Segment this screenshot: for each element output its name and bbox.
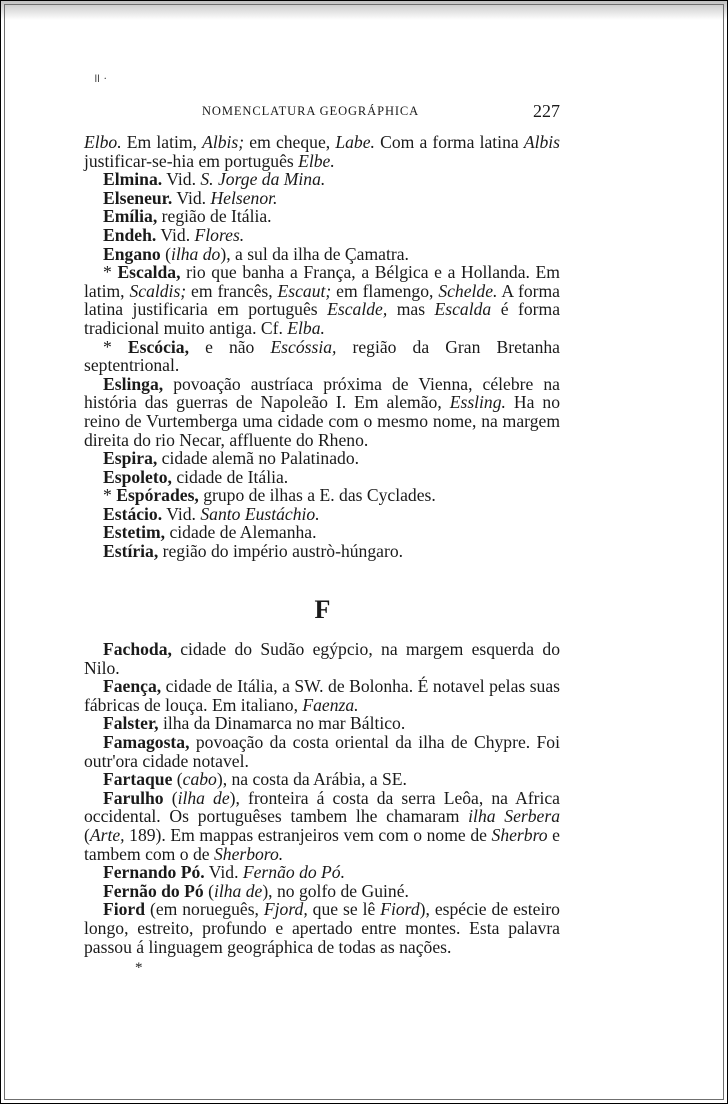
page-header bbox=[84, 101, 560, 121]
entry-text: Vid. bbox=[162, 503, 201, 524]
entry-italic-text: ilha de bbox=[177, 787, 230, 808]
entry-text: ), a sul da ilha de Çamatra. bbox=[220, 243, 409, 264]
entry-italic-text: Escalda bbox=[434, 299, 492, 320]
entry-term: Emília, bbox=[103, 206, 158, 227]
dictionary-entry bbox=[84, 189, 560, 208]
dictionary-entry bbox=[84, 505, 560, 524]
entry-text: em cheque, bbox=[244, 132, 336, 152]
entry-text: ), espécie de esteiro longo, estreito, profundo e apertado entre montes. Esta palavra passou á linguagem geográphica de todas as nações. bbox=[84, 899, 560, 957]
dictionary-entry bbox=[84, 338, 560, 375]
entry-text: e tambem com o de bbox=[84, 824, 560, 864]
entry-text: Em latim, bbox=[121, 132, 203, 152]
entry-term: Estíria, bbox=[103, 541, 159, 562]
asterisk-mark: * bbox=[103, 485, 117, 506]
entry-text: Vid. bbox=[156, 224, 195, 245]
asterisk-mark: * bbox=[103, 336, 128, 357]
entry-term: Espórades, bbox=[116, 485, 199, 506]
entry-italic-text: ilha Serbera bbox=[468, 806, 560, 827]
running-title: NOMENCLATURA GEOGRÁPHICA bbox=[202, 104, 420, 118]
entry-text: em francês, bbox=[186, 280, 278, 301]
entry-term: Estetim, bbox=[103, 522, 166, 543]
entry-italic-text: ilha de bbox=[213, 880, 263, 901]
entry-text: cidade de Itália. bbox=[171, 466, 289, 487]
entry-italic-text: Schelde. bbox=[438, 280, 498, 301]
entry-italic-text: Labe. bbox=[335, 132, 375, 152]
entry-term: Elmina. bbox=[103, 169, 163, 190]
entry-italic-text: Escaut; bbox=[277, 280, 332, 301]
entry-italic-text: Albis; bbox=[202, 132, 245, 152]
entry-italic-text: Fjord, bbox=[263, 899, 308, 920]
entry-term: Estácio. bbox=[103, 503, 163, 524]
entry-italic-text: Scaldis; bbox=[129, 280, 187, 301]
entry-text: cidade do Sudão egýpcio, na margem esquerda do Nilo. bbox=[84, 639, 560, 678]
entry-italic-text: Fernão do Pó. bbox=[242, 862, 346, 883]
entries-e bbox=[84, 133, 560, 561]
dictionary-entry bbox=[84, 207, 560, 226]
dictionary-entry bbox=[84, 640, 560, 677]
entry-text: região da Gran Bretanha septentrional. bbox=[84, 336, 560, 376]
entry-italic-text: ilha do bbox=[170, 243, 221, 264]
entry-term: Fartaque bbox=[103, 769, 173, 790]
dictionary-entry bbox=[84, 863, 560, 882]
entry-italic-text: Arte, bbox=[89, 824, 125, 845]
entry-text: ( bbox=[84, 824, 90, 845]
dictionary-entry bbox=[84, 375, 560, 449]
entry-text: grupo de ilhas a E. das Cyclades. bbox=[198, 485, 436, 506]
dictionary-entry bbox=[84, 468, 560, 487]
dictionary-entry bbox=[84, 170, 560, 189]
footer-mark: * bbox=[135, 960, 143, 976]
entry-italic-text: Escalde, bbox=[327, 299, 388, 320]
dictionary-entry bbox=[84, 714, 560, 733]
dictionary-entry bbox=[84, 882, 560, 901]
entry-text: mas bbox=[387, 299, 435, 320]
entry-italic-text: Escóssia, bbox=[270, 336, 337, 357]
page-number: 227 bbox=[533, 101, 560, 121]
entry-text: ), na costa da Arábia, a SE. bbox=[216, 769, 407, 790]
entry-text: ( bbox=[172, 769, 183, 790]
entry-text: Vid. bbox=[162, 169, 201, 190]
dictionary-entry bbox=[84, 733, 560, 770]
dictionary-entry bbox=[84, 245, 560, 264]
dictionary-entry bbox=[84, 226, 560, 245]
dictionary-entry bbox=[84, 263, 560, 337]
dictionary-entry bbox=[84, 486, 560, 505]
entry-italic-text: Albis bbox=[523, 132, 560, 152]
entry-term: Faença, bbox=[103, 676, 162, 697]
entry-term: Endeh. bbox=[103, 224, 157, 245]
entry-term: Fachoda, bbox=[103, 639, 172, 659]
entry-italic-text: Helsenor. bbox=[210, 187, 278, 208]
entry-italic-text: Santo Eustáchio. bbox=[200, 503, 320, 524]
entry-text: ), fronteira á costa da serra Leôa, na Africa occidental. Os portuguêses tambem lhe chamaram bbox=[84, 787, 560, 827]
entry-text: em flamengo, bbox=[331, 280, 439, 301]
entry-italic-text: Faenza. bbox=[302, 694, 359, 715]
entry-text: Vid. bbox=[204, 862, 243, 883]
entry-italic-text: Elbe. bbox=[298, 150, 335, 171]
entry-text: ), no golfo de Guiné. bbox=[262, 880, 409, 901]
entry-italic-text: Elba. bbox=[287, 317, 325, 338]
entry-text: Com a forma latina bbox=[374, 132, 524, 152]
entry-text: ( bbox=[163, 787, 178, 808]
entry-text: e não bbox=[188, 336, 271, 357]
entry-term: Espoleto, bbox=[103, 466, 172, 487]
entry-text: cidade de Itália, a SW. de Bolonha. É notavel pelas suas fábricas de louça. Em italiano, bbox=[84, 676, 560, 715]
corner-marker: ॥ · bbox=[93, 71, 108, 85]
entry-italic-text: cabo bbox=[182, 769, 217, 790]
entry-text: região do império austrò-húngaro. bbox=[158, 541, 404, 562]
entry-term: Fiord bbox=[103, 899, 146, 920]
entry-term: Fernando Pó. bbox=[103, 862, 205, 883]
entry-italic-text: Sherboro. bbox=[213, 843, 284, 864]
entry-term: Farulho bbox=[103, 787, 164, 808]
entry-term: Escalda, bbox=[117, 262, 181, 283]
entry-text: Vid. bbox=[172, 187, 211, 208]
entry-term: Falster, bbox=[103, 713, 159, 734]
entry-italic-text: Essling. bbox=[449, 392, 506, 413]
entry-text: justificar-se-hia em português bbox=[84, 150, 299, 171]
dictionary-entry bbox=[84, 789, 560, 863]
entry-term: Espira, bbox=[103, 448, 158, 469]
entry-term: Fernão do Pó bbox=[103, 880, 204, 901]
dictionary-entry bbox=[84, 523, 560, 542]
entry-term: Escócia, bbox=[127, 336, 189, 357]
entry-text: ( bbox=[160, 243, 171, 264]
entry-text: ilha da Dinamarca no mar Báltico. bbox=[158, 713, 406, 734]
entry-term: Eslinga, bbox=[103, 373, 164, 394]
entry-term: Engano bbox=[103, 243, 161, 264]
entry-text: que se lê bbox=[307, 899, 381, 920]
entry-text: ( bbox=[203, 880, 214, 901]
asterisk-mark: * bbox=[103, 262, 118, 283]
entry-italic-text: S. Jorge da Mina. bbox=[200, 169, 326, 190]
entry-text: Ha no reino de Vurtemberga uma cidade com o mesmo nome, na margem direita do rio Necar, affluente do Rheno. bbox=[84, 392, 560, 450]
entry-text: é forma tradicional muito antiga. Cf. bbox=[84, 299, 560, 338]
entry-text: povoação austríaca próxima de Vienna, célebre na história das guerras de Napoleão I. Em alemão, bbox=[84, 373, 560, 413]
entry-italic-text: Flores. bbox=[194, 224, 245, 245]
dictionary-entry bbox=[84, 770, 560, 789]
entries-f bbox=[84, 640, 560, 956]
entry-term: Famagosta, bbox=[103, 731, 190, 752]
entry-text: região de Itália. bbox=[157, 206, 272, 227]
dictionary-entry bbox=[84, 133, 560, 170]
entry-text: cidade alemã no Palatinado. bbox=[157, 448, 360, 469]
entry-italic-text: Fiord bbox=[380, 899, 420, 920]
dictionary-entry bbox=[84, 449, 560, 468]
entry-text: 189). Em mappas estranjeiros vem com o nome de bbox=[124, 824, 492, 845]
entry-text: (em norueguês, bbox=[145, 899, 264, 920]
entry-text: povoação da costa oriental da ilha de Chypre. Foi outr'ora cidade notavel. bbox=[84, 731, 560, 771]
entry-text: rio que banha a França, a Bélgica e a Hollanda. Em latim, bbox=[84, 262, 560, 301]
entry-text: A forma latina justificaria em português bbox=[84, 280, 560, 320]
entry-italic-text: Elbo. bbox=[84, 132, 122, 152]
entry-italic-text: Sherbro bbox=[491, 824, 548, 845]
section-letter: F bbox=[314, 595, 332, 624]
entry-term: Elseneur. bbox=[103, 187, 173, 208]
dictionary-entry bbox=[84, 677, 560, 714]
dictionary-entry bbox=[84, 900, 560, 956]
entry-text: cidade de Alemanha. bbox=[165, 522, 317, 543]
dictionary-entry bbox=[84, 542, 560, 561]
